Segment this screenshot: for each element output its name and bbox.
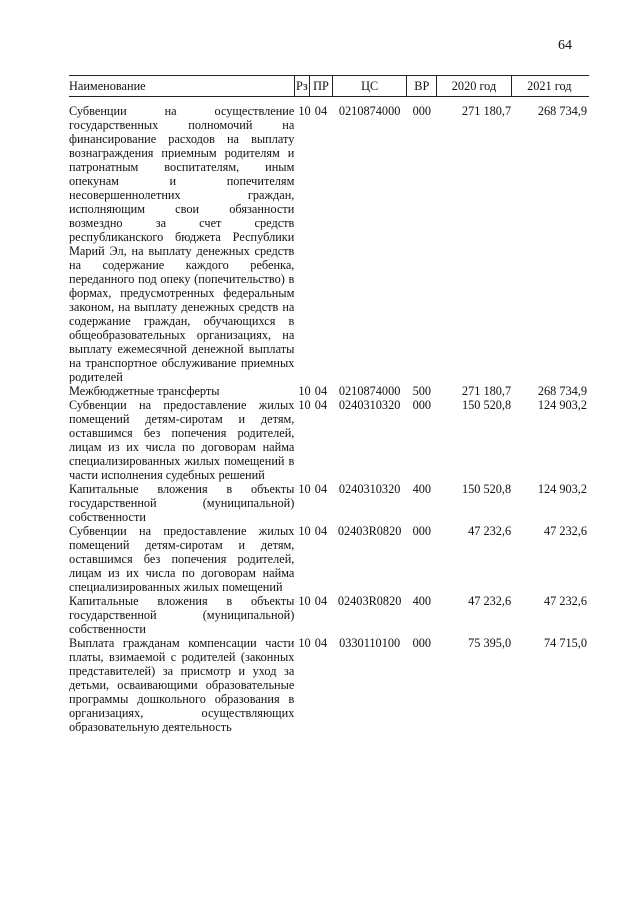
header-name: Наименование bbox=[69, 76, 294, 97]
header-rz: Рз bbox=[294, 76, 309, 97]
row-pr: 04 bbox=[314, 384, 328, 398]
row-pr: 04 bbox=[314, 398, 328, 412]
row-pr: 04 bbox=[314, 104, 328, 118]
table-row bbox=[69, 524, 589, 594]
row-2021: 124 903,2 bbox=[537, 482, 587, 496]
row-name: Субвенции на предоставление жилых помещений детям-сиротам и детям, оставшимся без попечения родителей, лицам из их числа по договорам найма специализированных жилых помещений в части исполнения судебных решений bbox=[69, 398, 295, 482]
row-pr: 04 bbox=[314, 594, 328, 608]
row-2021: 124 903,2 bbox=[537, 398, 587, 412]
row-rz: 10 bbox=[298, 594, 311, 608]
header-pr: ПР bbox=[309, 76, 332, 97]
row-name: Капитальные вложения в объекты государственной (муниципальной) собственности bbox=[69, 482, 295, 524]
row-vr: 000 bbox=[412, 104, 432, 118]
table-row bbox=[69, 398, 589, 482]
row-vr: 000 bbox=[412, 524, 432, 538]
row-cs: 02403R0820 bbox=[337, 594, 402, 608]
row-rz: 10 bbox=[298, 398, 311, 412]
row-rz: 10 bbox=[298, 482, 311, 496]
table-row bbox=[69, 384, 589, 398]
row-cs: 0240310320 bbox=[338, 398, 401, 412]
row-cs: 0210874000 bbox=[338, 384, 401, 398]
row-vr: 400 bbox=[412, 482, 432, 496]
budget-table bbox=[69, 75, 589, 734]
row-name: Выплата гражданам компенсации части платы, взимаемой с родителей (законных представителей) за присмотр и уход за детьми, осваивающими образовательные программы дошкольного образования в организациях, осуществляющих образовательную деятельность bbox=[69, 636, 295, 734]
row-2021: 74 715,0 bbox=[543, 636, 587, 650]
row-vr: 500 bbox=[412, 384, 432, 398]
row-rz: 10 bbox=[298, 636, 311, 650]
table-row bbox=[69, 594, 589, 636]
header-2020: 2020 год bbox=[437, 76, 511, 97]
row-vr: 400 bbox=[412, 594, 432, 608]
row-pr: 04 bbox=[314, 524, 328, 538]
row-2021: 268 734,9 bbox=[537, 384, 587, 398]
row-pr: 04 bbox=[314, 482, 328, 496]
row-name: Капитальные вложения в объекты государственной (муниципальной) собственности bbox=[69, 594, 295, 636]
row-vr: 000 bbox=[412, 636, 432, 650]
row-2021: 47 232,6 bbox=[543, 594, 587, 608]
header-cs: ЦС bbox=[332, 76, 406, 97]
row-vr: 000 bbox=[412, 398, 432, 412]
row-2021: 47 232,6 bbox=[543, 524, 587, 538]
row-rz: 10 bbox=[298, 384, 311, 398]
row-rz: 10 bbox=[298, 524, 311, 538]
row-2020: 75 395,0 bbox=[468, 636, 512, 650]
table-row bbox=[69, 482, 589, 524]
row-2020: 271 180,7 bbox=[461, 104, 512, 118]
row-2020: 47 232,6 bbox=[468, 524, 512, 538]
row-rz: 10 bbox=[298, 104, 311, 118]
row-2020: 150 520,8 bbox=[461, 482, 512, 496]
row-2021: 268 734,9 bbox=[537, 104, 587, 118]
row-cs: 0210874000 bbox=[338, 104, 401, 118]
row-name: Межбюджетные трансферты bbox=[69, 384, 220, 398]
row-name: Субвенции на осуществление государственных полномочий на финансирование расходов на выплату вознаграждения приемным родителям и патронатным воспитателям, иным опекунам и попечителям несовершеннолетних граждан, исполняющим свои обязанности возмездно за счет средств республиканского бюджета Республики Марий Эл, на выплату денежных средств на содержание каждого ребенка, переданного под опеку (попечительство) в формах, предусмотренных федеральным законом, на выплату денежных средств на содержание граждан, обучающихся в общеобразовательных организациях, на выплату ежемесячной денежной выплаты на транспортное обслуживание приемных родителей bbox=[69, 104, 295, 384]
row-2020: 271 180,7 bbox=[461, 384, 512, 398]
row-cs: 0330110100 bbox=[339, 636, 401, 650]
row-cs: 02403R0820 bbox=[337, 524, 402, 538]
table-row bbox=[69, 636, 589, 734]
row-name: Субвенции на предоставление жилых помещений детям-сиротам и детям, оставшимся без попечения родителей, лицам из их числа по договорам найма специализированных жилых помещений bbox=[69, 524, 295, 594]
page-number: 64 bbox=[558, 38, 572, 53]
header-2021: 2021 год bbox=[511, 76, 589, 97]
row-pr: 04 bbox=[314, 636, 328, 650]
row-2020: 47 232,6 bbox=[468, 594, 512, 608]
table-header-row bbox=[69, 76, 589, 97]
row-cs: 0240310320 bbox=[338, 482, 401, 496]
row-2020: 150 520,8 bbox=[461, 398, 512, 412]
table-row bbox=[69, 97, 589, 385]
header-vr: ВР bbox=[407, 76, 437, 97]
